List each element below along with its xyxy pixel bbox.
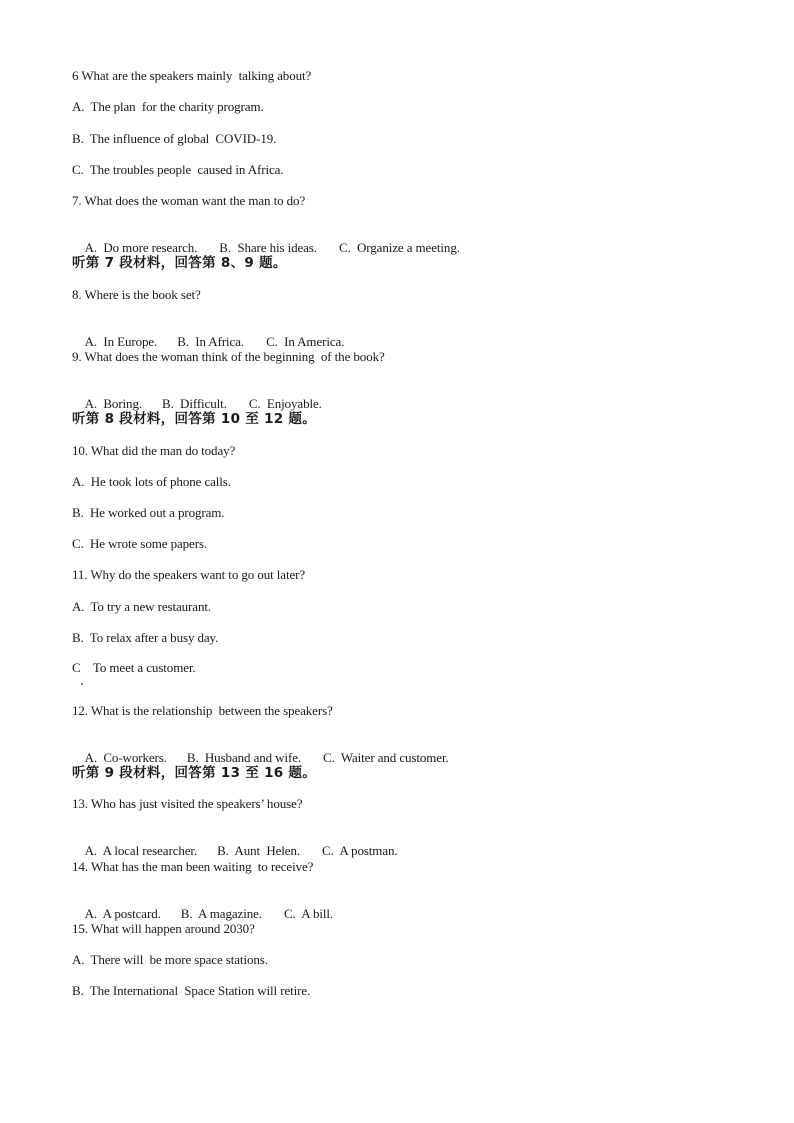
question-7-option-b: B. Share his ideas. [219,240,317,255]
question-13-option-a: A. A local researcher. [84,843,198,858]
question-9-option-a: A. Boring. [84,396,143,411]
question-7-option-c: C. Organize a meeting. [338,240,460,255]
stray-dot [81,683,83,685]
question-13: 13. Who has just visited the speakers’ house? [72,796,303,811]
question-6: 6 What are the speakers mainly talking about? [72,68,312,83]
question-11-option-c: C To meet a customer. [72,660,196,675]
question-8-option-c: C. In America. [266,334,345,349]
section-heading-7: 听第 7 段材料，回答第 8、9 题。 [72,255,287,271]
question-11: 11. Why do the speakers want to go out later? [72,567,306,582]
question-8-option-a: A. In Europe. [84,334,158,349]
question-14: 14. What has the man been waiting to receive? [72,859,314,874]
question-10: 10. What did the man do today? [72,443,236,458]
question-12-option-a: A. Co-workers. [84,750,167,765]
question-8: 8. Where is the book set? [72,287,201,302]
question-13-option-b: B. Aunt Helen. [217,843,301,858]
question-15-option-a: A. There will be more space stations. [72,952,268,967]
section-heading-8: 听第 8 段材料，回答第 10 至 12 题。 [72,411,317,427]
question-6-option-b: B. The influence of global COVID-19. [72,131,277,146]
question-12: 12. What is the relationship between the speakers? [72,703,333,718]
question-7-option-a: A. Do more research. [84,240,198,255]
question-10-option-b: B. He worked out a program. [72,505,225,520]
question-15-option-b: B. The International Space Station will retire. [72,983,311,998]
question-14-option-b: B. A magazine. [180,906,262,921]
question-11-option-a: A. To try a new restaurant. [72,599,212,614]
question-10-option-a: A. He took lots of phone calls. [72,474,231,489]
question-13-option-c: C. A postman. [322,843,398,858]
question-6-option-c: C. The troubles people caused in Africa. [72,162,284,177]
question-9-option-c: C. Enjoyable. [248,396,322,411]
question-9-option-b: B. Difficult. [162,396,227,411]
question-6-option-a: A. The plan for the charity program. [72,99,264,114]
question-11-option-b: B. To relax after a busy day. [72,630,219,645]
question-15: 15. What will happen around 2030? [72,921,255,936]
question-12-option-b: B. Husband and wife. [186,750,302,765]
question-7: 7. What does the woman want the man to do? [72,193,306,208]
section-heading-9: 听第 9 段材料，回答第 13 至 16 题。 [72,765,317,781]
question-12-option-c: C. Waiter and customer. [323,750,449,765]
question-8-option-b: B. In Africa. [177,334,245,349]
question-14-option-a: A. A postcard. [84,906,161,921]
question-14-option-c: C. A bill. [283,906,334,921]
question-9: 9. What does the woman think of the beginning of the book? [72,349,385,364]
question-10-option-c: C. He wrote some papers. [72,536,208,551]
